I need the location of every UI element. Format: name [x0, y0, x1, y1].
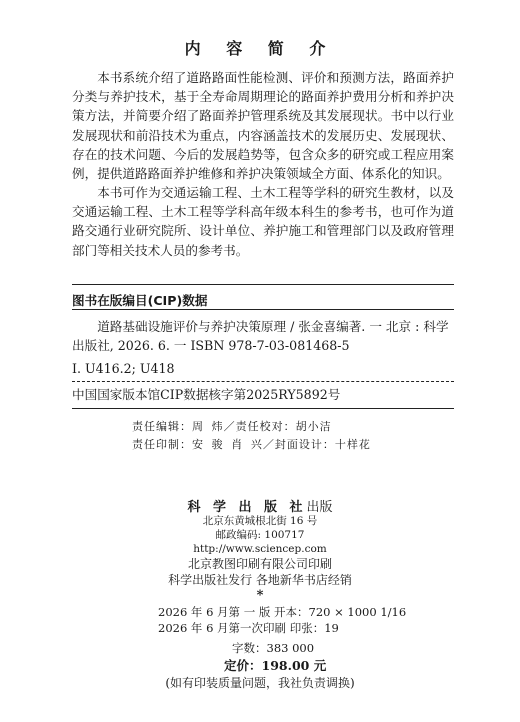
divider-cip-heading	[72, 309, 454, 310]
printer-name: 北京教图印刷有限公司印刷	[187, 557, 332, 571]
publisher-postcode: 邮政编码: 100717	[215, 529, 305, 541]
summary-title: 内 容 简 介	[184, 39, 336, 58]
divider-cip-inner	[72, 381, 454, 382]
publisher-website: http://www.sciencep.com	[193, 543, 327, 555]
separator-star: *	[256, 588, 264, 603]
summary-paragraph-1: 本书系统介绍了道路路面性能检测、评价和预测方法，路面养护分类与养护技术，基于全寿命周期理论的路面养护费用分析和养护决策方法，并简要介绍了路面养护管理系统及其发展现状。书中以行业发展现状和前沿技术为重点，内容涵盖技术的发展历史、发展现状、存在的技术问题、今后的发展趋势等，包含众多的研究或工程应用案例，提供道路路面养护维修和养护决策领域全方面、体系化的知识。	[72, 70, 454, 182]
publisher-line	[0, 496, 520, 515]
publisher-suffix: 出版	[306, 500, 333, 515]
cip-heading: 图书在版编目(CIP)数据	[72, 293, 208, 308]
quality-notice: (如有印装质量问题，我社负责调换)	[165, 676, 355, 690]
cip-record: 道路基础设施评价与养护决策原理 / 张金喜编著. 一 北京 : 科学出版社, 2026. 6. 一 ISBN 978-7-03-081468-5	[72, 319, 449, 353]
divider-top	[72, 284, 454, 285]
credits-editor: 责任编辑：周 炜／责任校对：胡小洁	[132, 420, 332, 433]
printing-info: 2026 年 6 月第一次印刷 印张：19	[158, 621, 339, 635]
distribution-line: 科学出版社发行 各地新华书店经销	[168, 573, 352, 587]
summary-paragraph-2: 本书可作为交通运输工程、土木工程等学科的研究生教材，以及交通运输工程、土木工程等学科高年级本科生的参考书，也可作为道路交通行业研究院所、设计单位、养护施工和管理部门以及政府管理部门等相关技术人员的参考书。	[72, 185, 454, 258]
divider-bottom	[72, 408, 454, 409]
cip-classification: Ⅰ. U416.2; U418	[72, 361, 175, 376]
publisher-name: 科 学 出 版 社	[187, 500, 307, 515]
publisher-address: 北京东黄城根北街 16 号	[202, 515, 318, 527]
price: 定价：198.00 元	[224, 658, 327, 673]
edition-line: 2026 年 6 月第 一 版 开本：720 × 1000 1/16	[158, 605, 407, 619]
edition-block	[158, 604, 406, 636]
word-count: 字数：383 000	[232, 641, 315, 655]
credits-printing: 责任印制：安 骏 肖 兴／封面设计：十样花	[132, 438, 371, 451]
cip-number: 中国国家版本馆CIP数据核字第2025RY5892号	[72, 387, 341, 402]
